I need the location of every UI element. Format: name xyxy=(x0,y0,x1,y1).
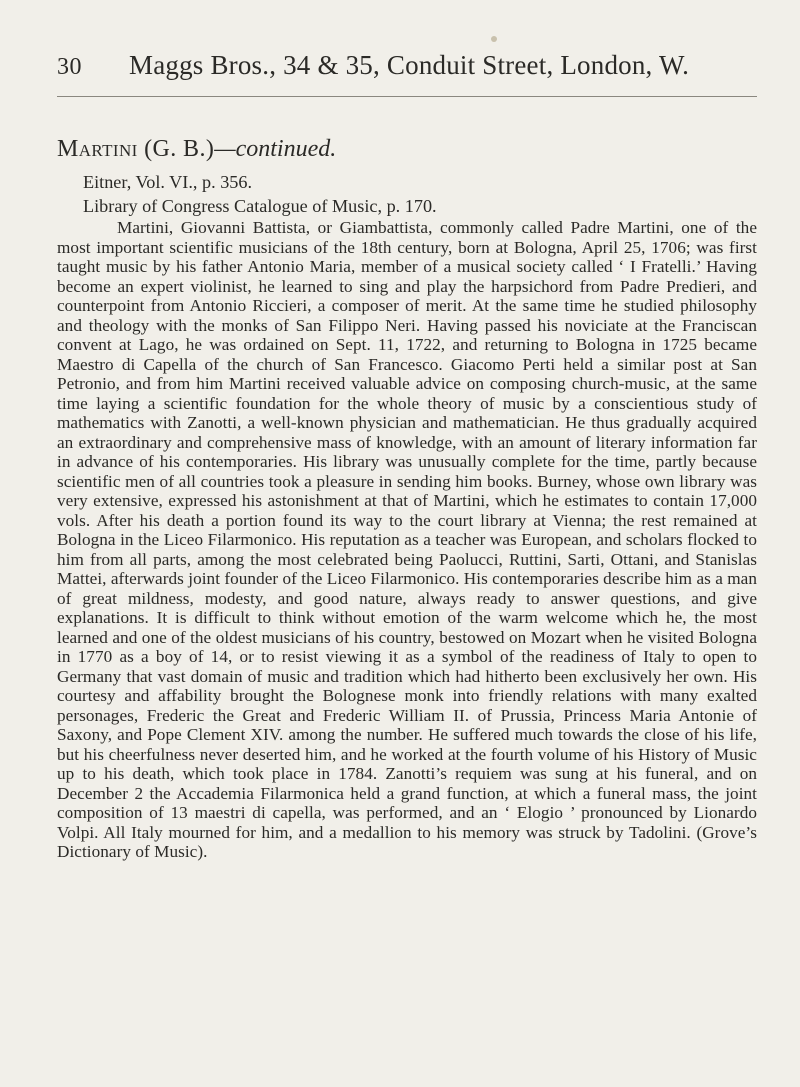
entry-continued: —continued. xyxy=(214,136,337,162)
running-head: Maggs Bros., 34 & 35, Conduit Street, London, W. xyxy=(129,50,690,80)
reference-list xyxy=(83,170,763,218)
reference-item: Library of Congress Catalogue of Music, p. 170. xyxy=(83,196,437,216)
entry-name: Martini (G. B.) xyxy=(57,136,215,162)
header-rule xyxy=(57,96,757,97)
page-number: 30 xyxy=(57,54,82,80)
entry-heading xyxy=(57,136,336,163)
biography-paragraph: Martini, Giovanni Battista, or Giambattista, commonly called Padre Martini, one of the most important scientific musicians of the 18th century, born at Bologna, April 25, 1706; was first taught music by his father Antonio Maria, member of a musical society called ‘ I Fratelli.’ Having become an expert violinist, he learned to sing and play the harpsichord from Padre Predieri, and counterpoint from Antonio Riccieri, a composer of merit. At the same time he studied philosophy and theology with the monks of San Filippo Neri. Having passed his noviciate at the Franciscan convent at Lago, he was ordained on Sept. 11, 1722, and returning to Bologna in 1725 became Maestro di Capella of the church of San Francesco. Giacomo Perti held a similar post at San Petronio, and from him Martini received valuable advice on composing church-music, at the same time laying a scientific foundation for the whole theory of music by a conscientious study of mathematics with Zanotti, a well-known physician and mathematician. He thus gradually acquired an extraordinary and comprehensive mass of knowledge, with an amount of literary information far in advance of his contemporaries. His library was unusually complete for the time, partly because scientific men of all countries took a pleasure in sending him books. Burney, whose own library was very extensive, expressed his astonishment at that of Martini, which he estimates to contain 17,000 vols. After his death a portion found its way to the court library at Vienna; the rest remained at Bologna in the Liceo Filarmonico. His reputation as a teacher was European, and scholars flocked to him from all parts, among the most celebrated being Paolucci, Ruttini, Sarti, Ottani, and Stanislas Mattei, afterwards joint founder of the Liceo Filarmonico. His contemporaries describe him as a man of great mildness, modesty, and good nature, always ready to answer questions, and give explanations. It is difficult to think without emotion of the warm welcome which he, the most learned and one of the oldest musicians of his country, bestowed on Mozart when he visited Bologna in 1770 as a boy of 14, or to resist viewing it as a symbol of the readiness of Italy to open to Germany that vast domain of music and tradition which had hitherto been exclusively her own. His courtesy and affability brought the Bolognese monk into friendly relations with many exalted personages, Frederic the Great and Frederic William II. of Prussia, Princess Maria Antonie of Saxony, and Pope Clement XIV. among the number. He suffered much towards the close of his life, but his cheerfulness never deserted him, and he worked at the fourth volume of his History of Music up to his death, which took place in 1784. Zanotti’s requiem was sung at his funeral, and on December 2 the Accademia Filarmonica held a grand function, at which a funeral mass, the joint composition of 13 maestri di capella, was performed, and an ‘ Elogio ’ pronounced by Lionardo Volpi. All Italy mourned for him, and a medallion to his memory was struck by Tadolini. (Grove’s Dictionary of Music). xyxy=(57,218,757,861)
reference-item: Eitner, Vol. VI., p. 356. xyxy=(83,172,253,192)
ink-mark xyxy=(491,36,497,42)
page-header xyxy=(57,50,757,90)
